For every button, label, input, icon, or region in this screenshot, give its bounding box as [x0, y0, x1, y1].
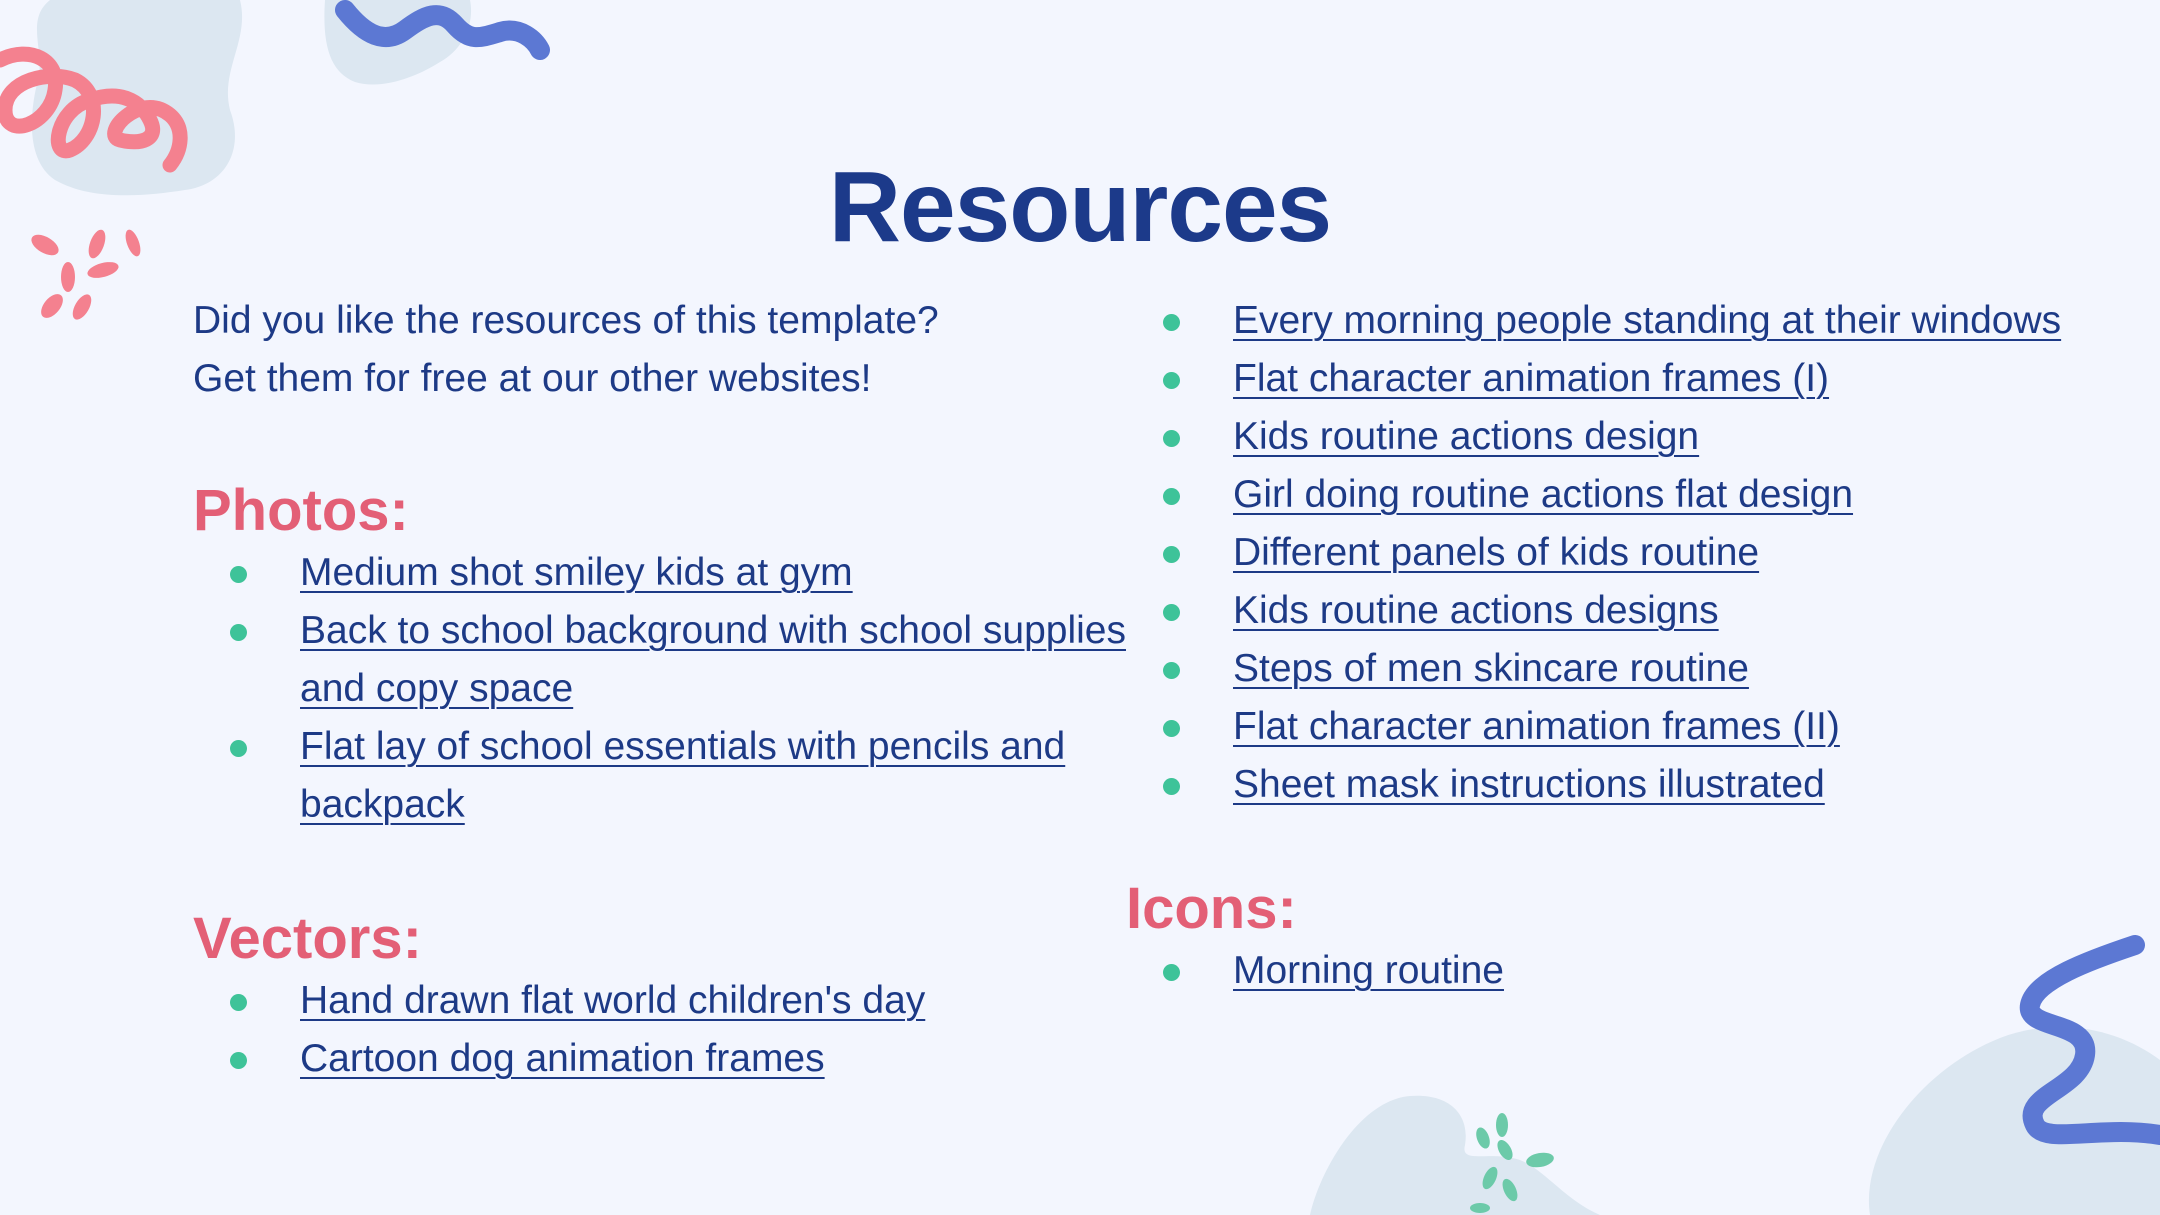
bullet-icon: [1163, 546, 1180, 563]
resource-link[interactable]: Medium shot smiley kids at gym: [300, 551, 853, 594]
list-item: [193, 602, 1160, 718]
left-column: [193, 292, 1126, 1088]
list-item: [193, 544, 1093, 602]
resource-link[interactable]: Every morning people standing at their windows: [1233, 299, 2062, 342]
intro-line-2: Get them for free at our other websites!: [193, 357, 872, 400]
decoration-bottom-center: [1300, 1090, 1630, 1215]
bullet-icon: [1163, 314, 1180, 331]
page-title: Resources: [828, 151, 1332, 263]
resource-link[interactable]: Different panels of kids routine: [1233, 531, 1760, 574]
resource-link[interactable]: Kids routine actions designs: [1233, 589, 1719, 632]
bullet-icon: [1163, 372, 1180, 389]
list-item: [1126, 466, 2026, 524]
resource-link[interactable]: Steps of men skincare routine: [1233, 647, 1749, 690]
bullet-icon: [230, 624, 247, 641]
resource-link[interactable]: Kids routine actions design: [1233, 415, 1700, 458]
bullet-icon: [230, 994, 247, 1011]
resource-link[interactable]: Flat lay of school essentials with pencils and backpack: [300, 725, 1066, 826]
list-item: [193, 1030, 1093, 1088]
list-item: [1126, 756, 2026, 814]
bullet-icon: [1163, 662, 1180, 679]
intro-text: [193, 292, 1093, 408]
bullet-icon: [1163, 430, 1180, 447]
vectors-list-continued: [1126, 292, 2062, 814]
photos-list: [193, 544, 1126, 834]
list-item: [1126, 408, 2026, 466]
icons-list: [1126, 942, 2026, 1000]
photos-heading: Photos:: [193, 478, 409, 543]
resource-link[interactable]: Flat character animation frames (I): [1233, 357, 1830, 400]
vectors-heading: Vectors:: [193, 906, 422, 971]
list-item: [1126, 350, 2026, 408]
resource-link[interactable]: Morning routine: [1233, 949, 1504, 992]
bullet-icon: [230, 566, 247, 583]
list-item: [1126, 292, 2133, 350]
vectors-list: [193, 972, 1093, 1088]
bullet-icon: [1163, 720, 1180, 737]
intro-line-1: Did you like the resources of this template?: [193, 299, 939, 342]
bullet-icon: [1163, 778, 1180, 795]
list-item: [1126, 582, 2026, 640]
resource-link[interactable]: Girl doing routine actions flat design: [1233, 473, 1854, 516]
blob-shape: [1310, 1096, 1600, 1215]
right-column: [1126, 292, 2062, 1000]
list-item: [1126, 640, 2026, 698]
resource-link[interactable]: Hand drawn flat world children's day: [300, 979, 926, 1022]
blob-shape: [1869, 1027, 2160, 1215]
resource-link[interactable]: Back to school background with school supplies and copy space: [300, 609, 1126, 710]
bullet-icon: [1163, 488, 1180, 505]
bullet-icon: [230, 740, 247, 757]
list-item: [193, 718, 1120, 834]
list-item: [1126, 942, 2026, 1000]
list-item: [193, 972, 1093, 1030]
bullet-icon: [1163, 604, 1180, 621]
list-item: [1126, 698, 2026, 756]
resource-link[interactable]: Flat character animation frames (II): [1233, 705, 1840, 748]
resource-link[interactable]: Cartoon dog animation frames: [300, 1037, 825, 1080]
bullet-icon: [230, 1052, 247, 1069]
resource-link[interactable]: Sheet mask instructions illustrated: [1233, 763, 1825, 806]
bullet-icon: [1163, 964, 1180, 981]
icons-heading: Icons:: [1126, 876, 1297, 941]
list-item: [1126, 524, 2026, 582]
